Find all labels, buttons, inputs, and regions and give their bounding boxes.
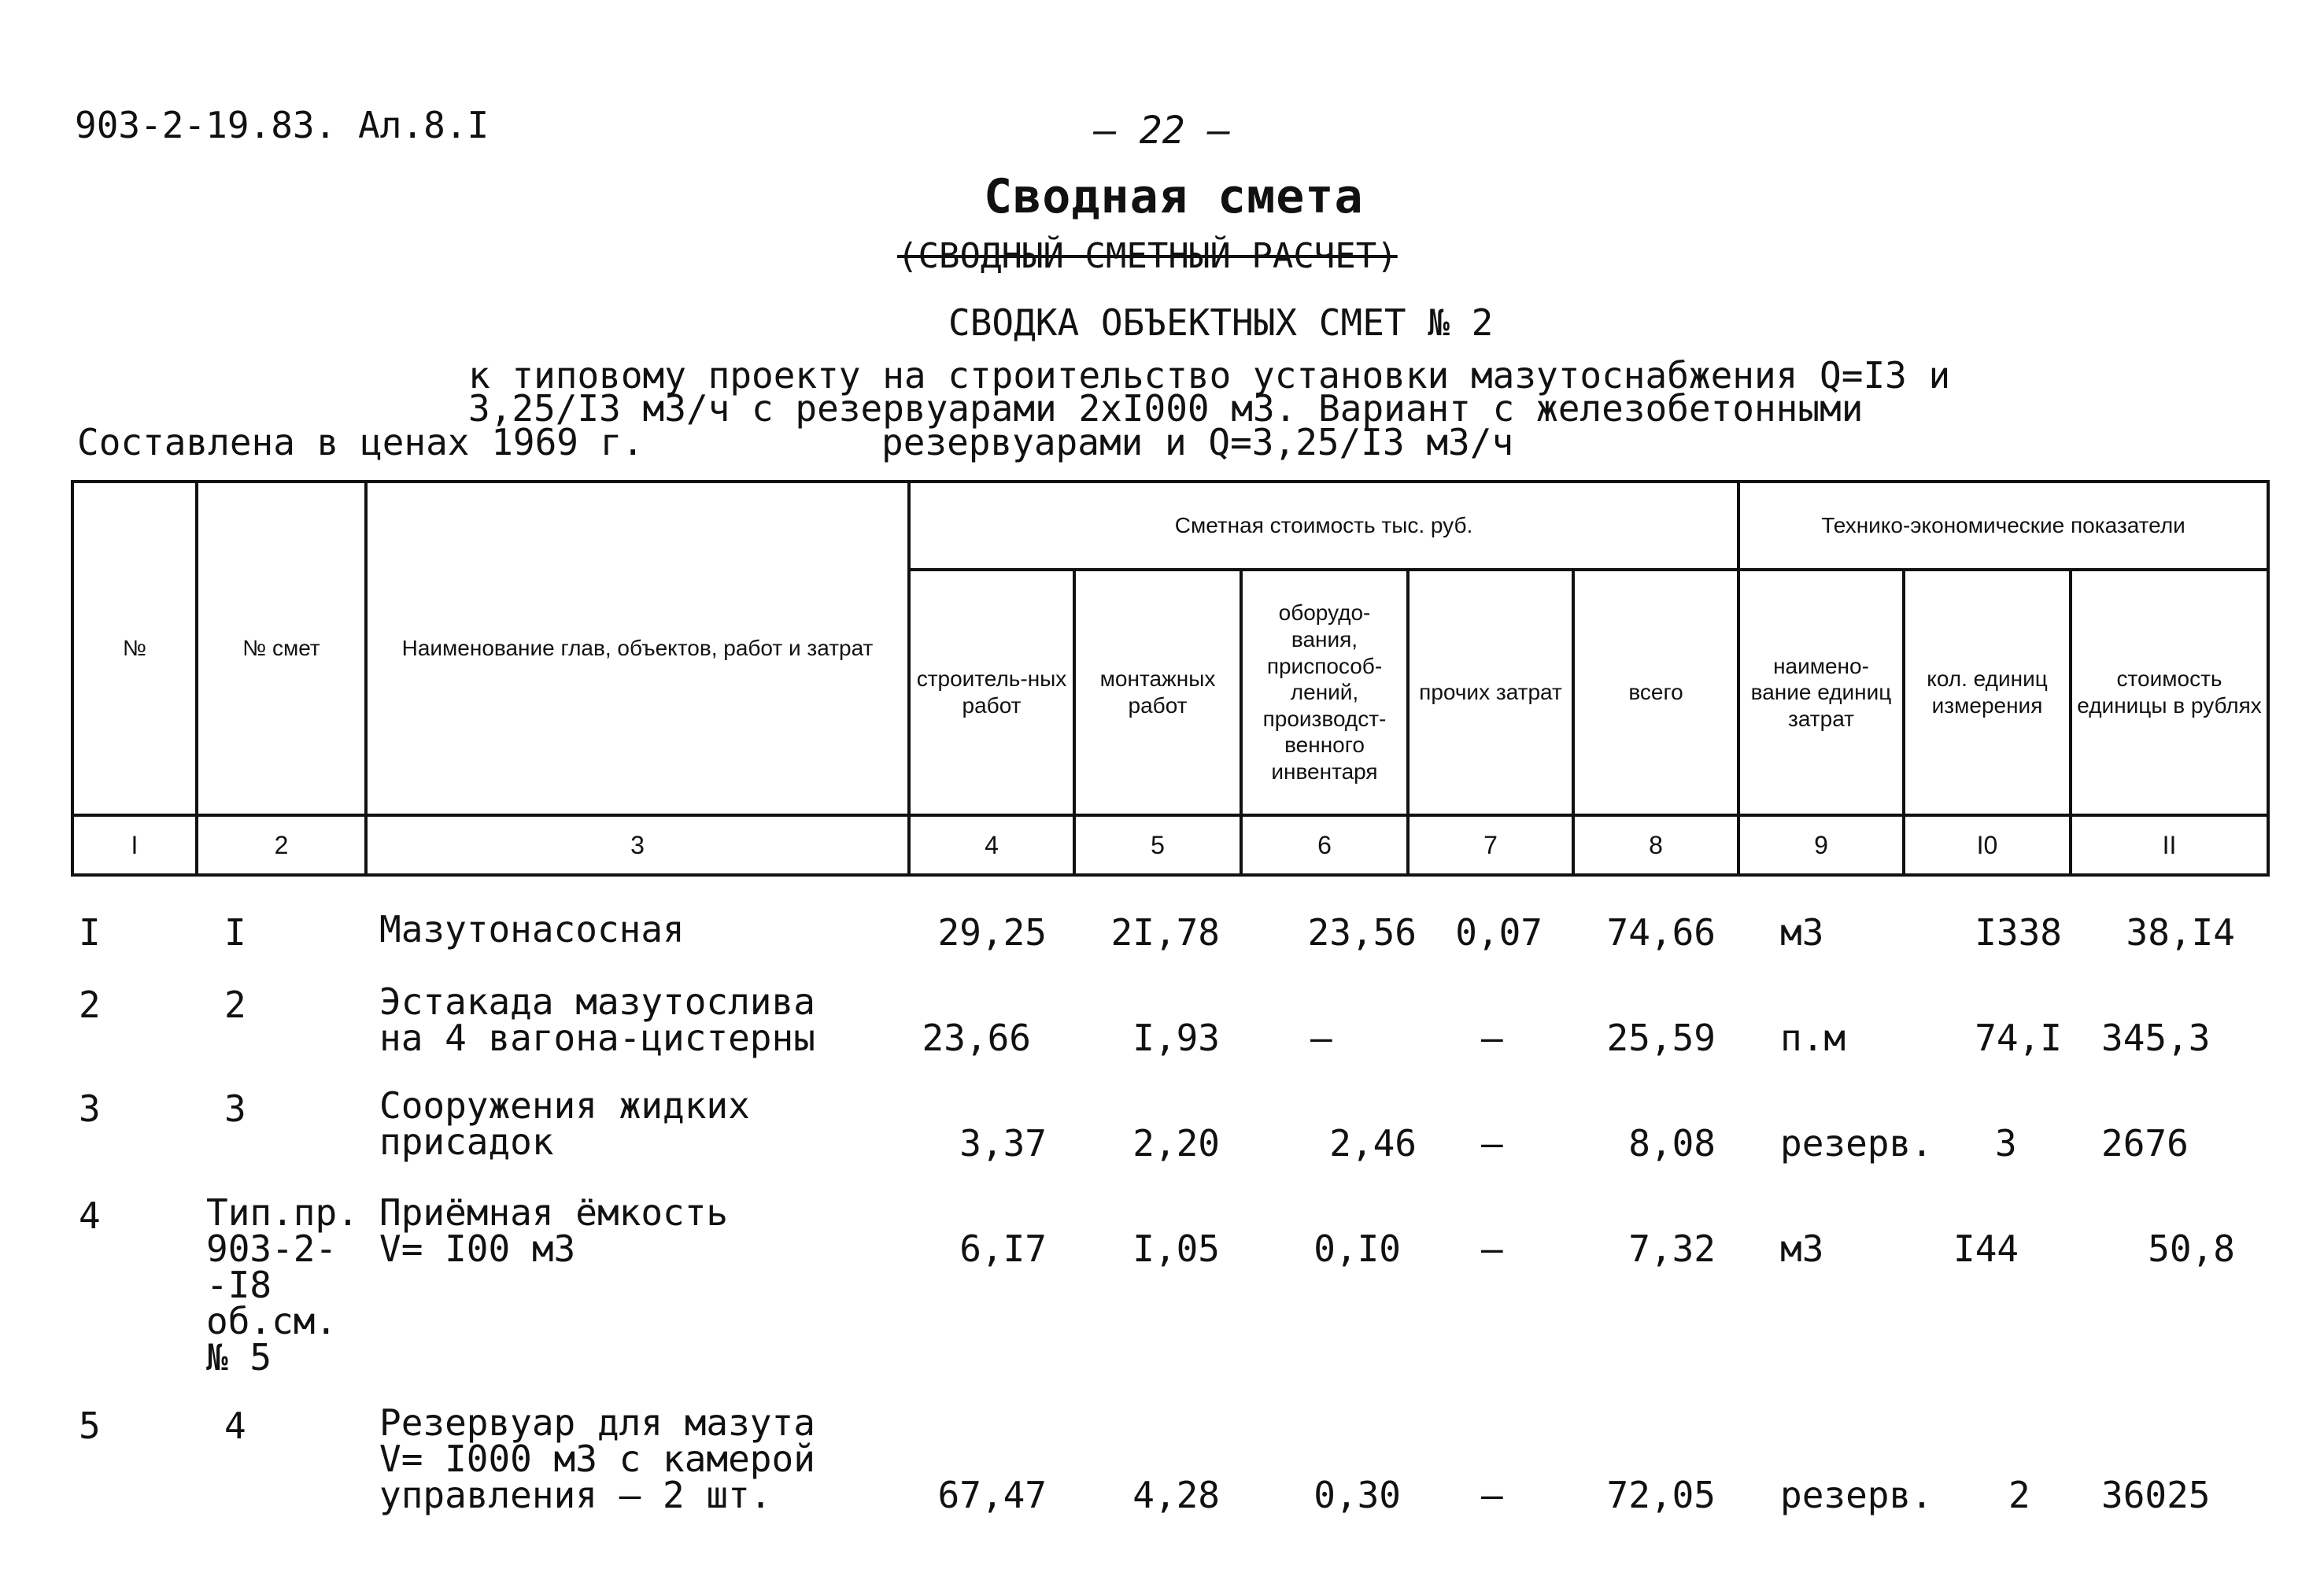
row-no: 2 [79,984,101,1026]
header-unit-qty: кол. единиц измерения [1904,570,2071,815]
row-unit: резерв. [1780,1122,1933,1165]
column-number: 7 [1408,815,1573,875]
row-unit-cost: 345,3 [2101,1017,2211,1059]
header-group-cost: Сметная стоимость тыс. руб. [909,482,1738,570]
row-no: 3 [79,1087,101,1130]
column-number: II [2071,815,2268,875]
row-estimate: 3 [224,1087,246,1130]
header-name: Наименование глав, объектов, работ и затрат [366,482,909,815]
page-number: — 22 — [1094,109,1231,153]
row-unit-cost: 38,I4 [2126,911,2235,954]
row-estimate: I [224,911,246,954]
column-number: 3 [366,815,909,875]
row-name: Резервуар для мазута V= I000 м3 с камерой управления – 2 шт. [379,1401,815,1516]
row-unit-cost: 2676 [2101,1122,2189,1165]
row-installation: 4,28 [1132,1474,1220,1516]
price-basis-note: Составлена в ценах 1969 г. [77,421,645,463]
crossed-out-subtitle: (СВОДНЫЙ СМЕТНЫЙ РАСЧЕТ) [897,236,1398,276]
row-unit: резерв. [1780,1474,1933,1516]
column-number: 6 [1241,815,1408,875]
row-total: 72,05 [1606,1474,1716,1516]
row-unit: м3 [1780,1227,1824,1270]
row-equipment: 23,56 [1307,911,1417,954]
row-equipment: 2,46 [1329,1122,1417,1165]
header-unit-cost: стоимость единицы в рублях [2071,570,2268,815]
row-other: – [1481,1017,1503,1059]
column-number: 9 [1738,815,1904,875]
header-no: № [72,482,197,815]
project-description-line-3: резервуарами и Q=3,25/I3 м3/ч [881,421,1514,463]
column-number: 4 [909,815,1074,875]
header-group-tech: Технико-экономические показатели [1738,482,2268,570]
row-other: – [1481,1122,1503,1165]
row-unit-cost: 50,8 [2148,1227,2235,1270]
header-other: прочих затрат [1408,570,1573,815]
row-equipment: 0,I0 [1313,1227,1401,1270]
row-installation: I,93 [1132,1017,1220,1059]
column-number: 5 [1074,815,1241,875]
column-number: 8 [1573,815,1738,875]
row-unit-cost: 36025 [2101,1474,2211,1516]
row-total: 7,32 [1628,1227,1716,1270]
row-unit: п.м [1780,1017,1846,1059]
row-installation: I,05 [1132,1227,1220,1270]
row-equipment: 0,30 [1313,1474,1401,1516]
row-equipment: – [1310,1017,1332,1059]
summary-title: СВОДКА ОБЪЕКТНЫХ СМЕТ № 2 [948,301,1494,344]
row-construction: 23,66 [922,1017,1031,1059]
header-estimate-no: № смет [197,482,366,815]
row-qty: 74,I [1975,1017,2062,1059]
header-construction: строитель-ных работ [909,570,1074,815]
row-total: 74,66 [1606,911,1716,954]
document-title: Сводная смета [984,169,1364,224]
row-other: – [1481,1227,1503,1270]
row-name: Эстакада мазутослива на 4 вагона-цистерны [379,980,815,1059]
column-number: I0 [1904,815,2071,875]
row-other: 0,07 [1455,911,1543,954]
row-construction: 3,37 [959,1122,1047,1165]
row-installation: 2,20 [1132,1122,1220,1165]
row-construction: 6,I7 [959,1227,1047,1270]
column-number: I [72,815,197,875]
row-estimate: Тип.пр. 903-2- -I8 об.см. № 5 [206,1191,359,1379]
cost-summary-table [71,480,2270,877]
row-construction: 67,47 [937,1474,1047,1516]
header-equipment: оборудо-вания, приспособ-лений, производст-венного инвентаря [1241,570,1408,815]
row-installation: 2I,78 [1110,911,1220,954]
header-unit-name: наимено-вание единиц затрат [1738,570,1904,815]
header-installation: монтажных работ [1074,570,1241,815]
row-no: 4 [79,1194,101,1237]
row-qty: 2 [2008,1474,2030,1516]
column-number: 2 [197,815,366,875]
row-name: Сооружения жидких присадок [379,1084,750,1163]
document-code: 903-2-19.83. Ал.8.I [75,104,490,146]
row-estimate: 4 [224,1405,246,1447]
row-total: 8,08 [1628,1122,1716,1165]
project-description-line-1: к типовому проекту на строительство установки мазутоснабжения Q=I3 и [468,354,1951,397]
row-qty: I338 [1975,911,2062,954]
row-name: Приёмная ёмкость V= I00 м3 [379,1191,729,1270]
row-qty: I44 [1953,1227,2019,1270]
project-description-line-2: 3,25/I3 м3/ч с резервуарами 2хI000 м3. Вариант с железобетонными [468,387,1864,430]
row-other: – [1481,1474,1503,1516]
row-total: 25,59 [1606,1017,1716,1059]
row-unit: м3 [1780,911,1824,954]
row-name: Мазутонасосная [379,908,685,951]
row-estimate: 2 [224,984,246,1026]
row-no: 5 [79,1405,101,1447]
header-total: всего [1573,570,1738,815]
row-no: I [79,911,101,954]
row-construction: 29,25 [937,911,1047,954]
row-qty: 3 [1995,1122,2017,1165]
